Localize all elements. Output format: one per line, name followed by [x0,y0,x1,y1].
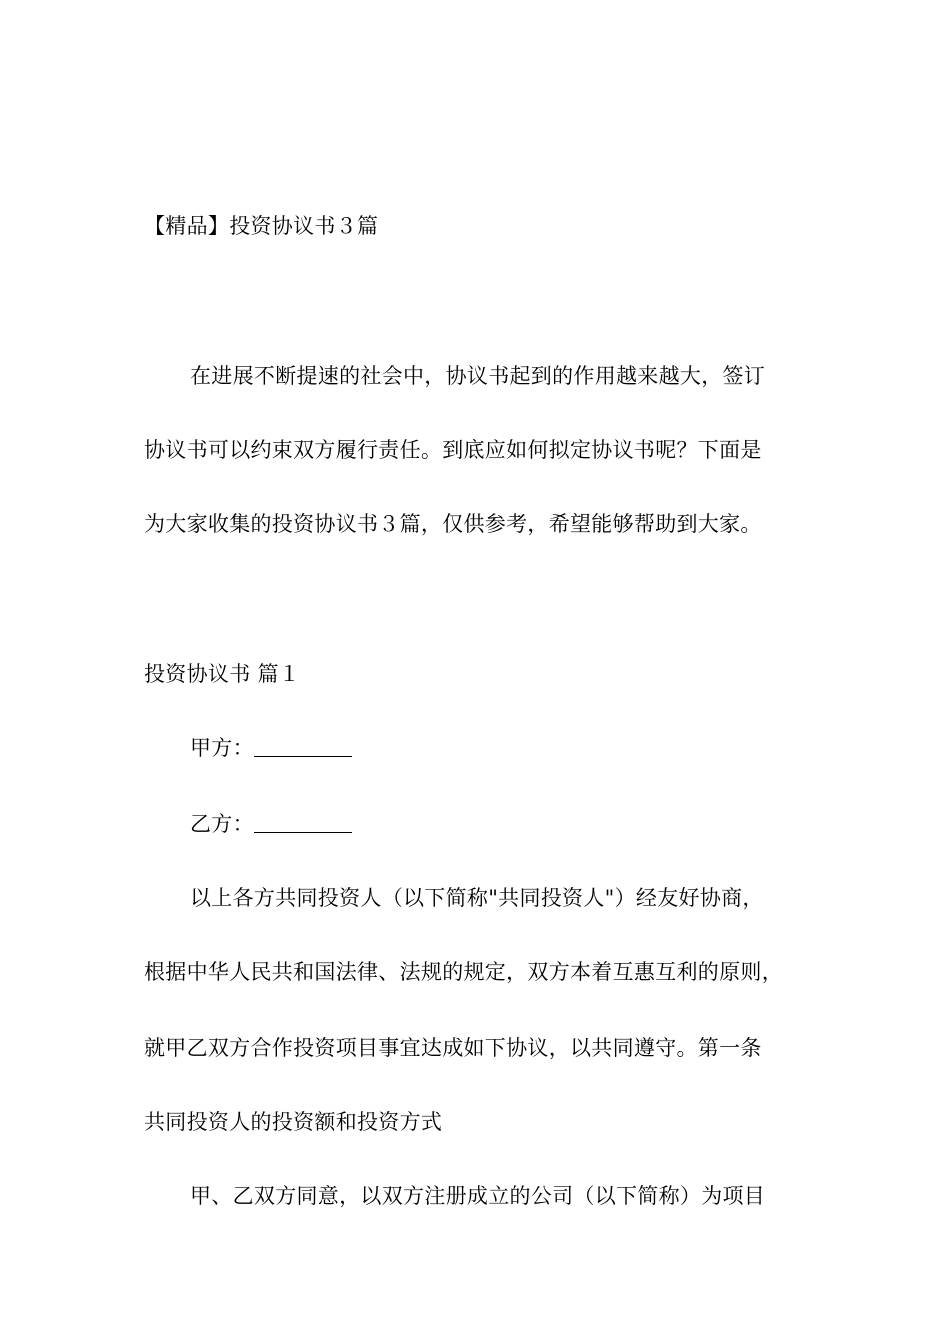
body-line-5: 甲、乙双方同意，以双方注册成立的公司（以下简称）为项目 [190,1184,766,1208]
party-b-blank-field [254,812,352,833]
body-line-1: 以上各方共同投资人（以下简称"共同投资人"）经友好协商， [190,886,764,910]
body-line-3: 就甲乙双方合作投资项目事宜达成如下协议，以共同遵守。第一条 [144,1036,762,1060]
intro-line-1: 在进展不断提速的社会中，协议书起到的作用越来越大，签订 [190,364,766,388]
party-b-row [190,810,352,838]
party-a-blank-field [254,736,352,757]
body-line-4: 共同投资人的投资额和投资方式 [144,1110,443,1134]
intro-line-2: 协议书可以约束双方履行责任。到底应如何拟定协议书呢？下面是 [144,438,762,462]
body-line-2: 根据中华人民共和国法律、法规的规定，双方本着互惠互利的原则， [144,960,783,984]
document-title: 【精品】投资协议书３篇 [144,214,379,238]
party-a-row [190,734,352,762]
party-a-label: 甲方： [190,736,254,760]
section-heading: 投资协议书 篇１ [144,662,301,686]
intro-line-3: 为大家收集的投资协议书３篇，仅供参考，希望能够帮助到大家。 [144,512,762,536]
party-b-label: 乙方： [190,812,254,836]
